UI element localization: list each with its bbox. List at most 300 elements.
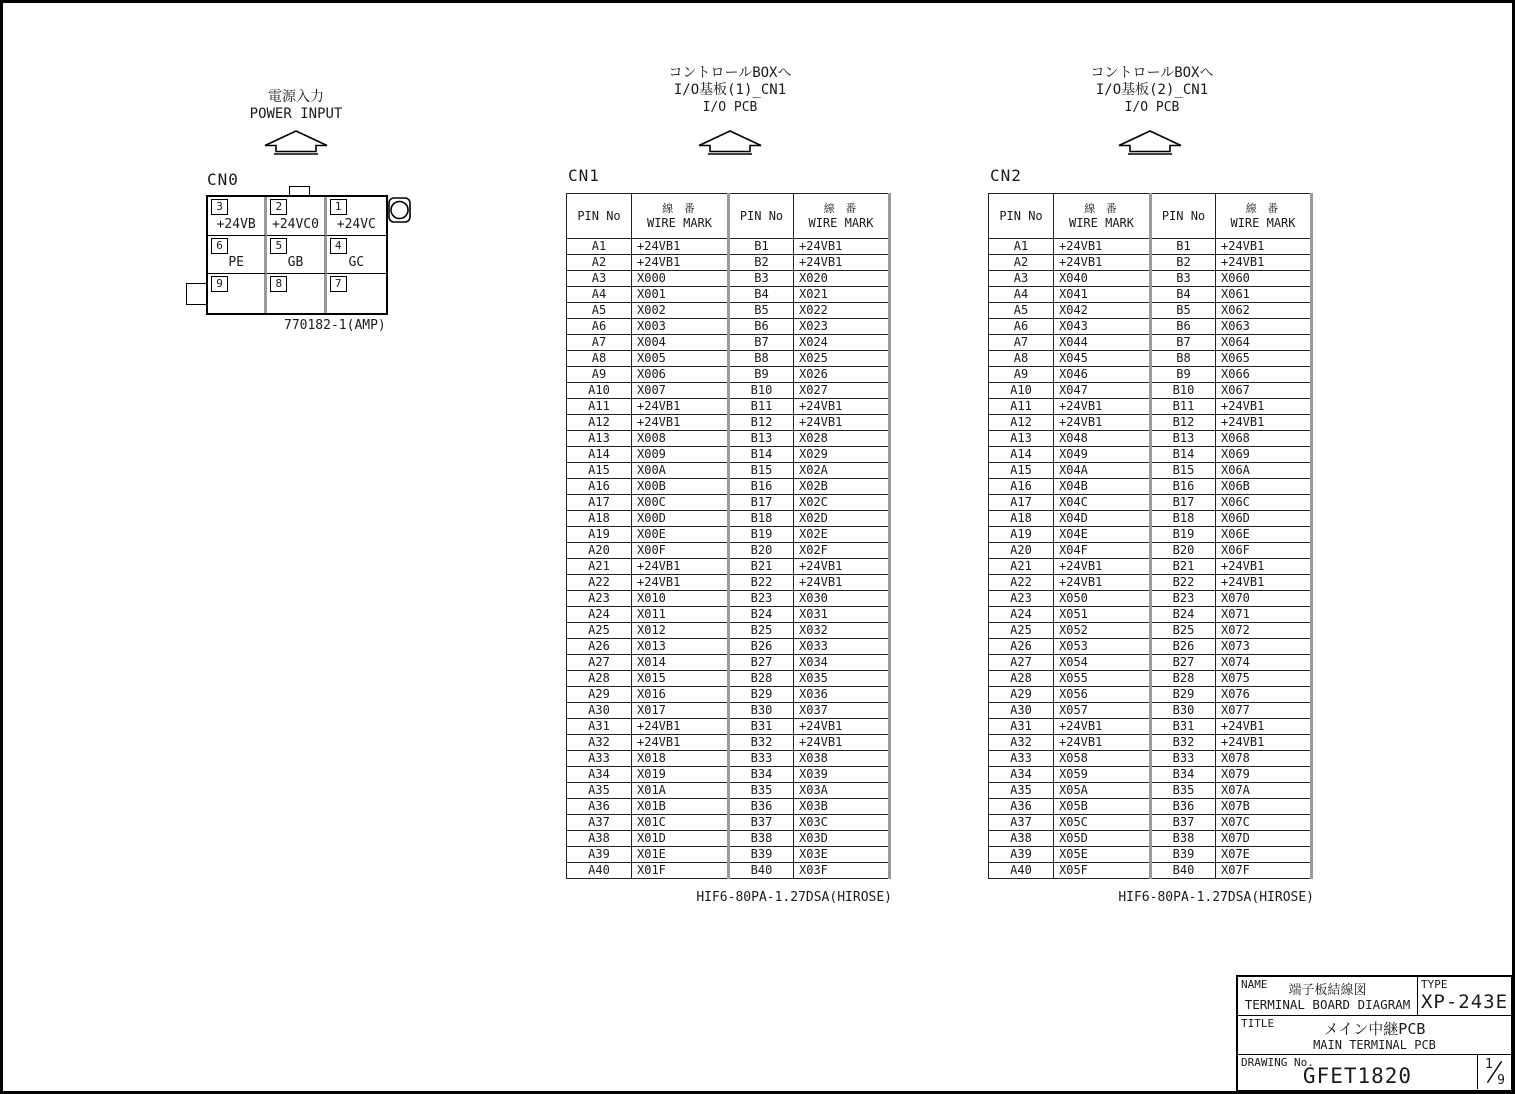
wire-mark-cell: X07E <box>1216 847 1312 863</box>
table-row <box>989 511 1312 527</box>
wire-mark-cell: X076 <box>1216 687 1312 703</box>
wire-mark-cell: X078 <box>1216 751 1312 767</box>
pin-no-cell: A24 <box>989 607 1054 623</box>
wire-mark-cell: X063 <box>1216 319 1312 335</box>
pin-no-cell: B18 <box>729 511 794 527</box>
pin-no-cell: A12 <box>989 415 1054 431</box>
pin-no-cell: B28 <box>1151 671 1216 687</box>
table-row <box>567 479 890 495</box>
wire-mark-cell: X053 <box>1054 639 1151 655</box>
title-block-title-cell <box>1238 1016 1511 1055</box>
wire-mark-cell: X052 <box>1054 623 1151 639</box>
table-row <box>989 383 1312 399</box>
wire-mark-cell: X03B <box>794 799 890 815</box>
pin-no-cell: A6 <box>567 319 632 335</box>
pin-no-cell: A37 <box>989 815 1054 831</box>
table-row <box>567 383 890 399</box>
wire-mark-cell: X066 <box>1216 367 1312 383</box>
pin-no-cell: B7 <box>729 335 794 351</box>
pin-no-cell: A1 <box>567 239 632 255</box>
pin-no-cell: B17 <box>1151 495 1216 511</box>
cn1-destination-heading <box>566 65 894 116</box>
table-row <box>989 543 1312 559</box>
pin-no-cell: A32 <box>567 735 632 751</box>
cn0-pin-cell <box>267 197 326 236</box>
pin-no-cell: A8 <box>989 351 1054 367</box>
cn0-pin-cell <box>267 274 326 313</box>
wire-mark-cell: X034 <box>794 655 890 671</box>
pin-no-cell: A31 <box>989 719 1054 735</box>
wire-mark-cell: X070 <box>1216 591 1312 607</box>
pin-no-cell: B23 <box>729 591 794 607</box>
pin-no-cell: A27 <box>989 655 1054 671</box>
page-number <box>1478 1055 1511 1089</box>
wire-mark-cell: X012 <box>632 623 729 639</box>
title-block-page-cell <box>1478 1055 1511 1089</box>
pin-number: 6 <box>211 238 228 254</box>
pin-no-cell: B11 <box>729 399 794 415</box>
wire-mark-cell: X067 <box>1216 383 1312 399</box>
power-input-heading <box>233 89 359 123</box>
wire-mark-cell: X03D <box>794 831 890 847</box>
wire-mark-cell: X02C <box>794 495 890 511</box>
wire-mark-cell: X004 <box>632 335 729 351</box>
pin-label: +24VC0 <box>272 216 319 232</box>
drawing-name-jp: 端子板結線図 <box>1288 983 1367 998</box>
pin-no-cell: B1 <box>729 239 794 255</box>
wire-mark-cell: X05F <box>1054 863 1151 879</box>
pin-no-cell: A4 <box>989 287 1054 303</box>
power-input-label-jp: 電源入力 <box>268 89 324 105</box>
wire-mark-cell: X010 <box>632 591 729 607</box>
wire-mark-cell: X00C <box>632 495 729 511</box>
pin-no-cell: B22 <box>1151 575 1216 591</box>
pin-no-cell: B29 <box>1151 687 1216 703</box>
wire-mark-cell: X00B <box>632 479 729 495</box>
table-row <box>989 591 1312 607</box>
pin-no-cell: B14 <box>1151 447 1216 463</box>
name-label: NAME <box>1241 978 1268 991</box>
wire-mark-cell: X05E <box>1054 847 1151 863</box>
wire-mark-cell: X074 <box>1216 655 1312 671</box>
table-row <box>567 527 890 543</box>
table-row <box>989 623 1312 639</box>
table-row <box>567 303 890 319</box>
wire-mark-cell: X06B <box>1216 479 1312 495</box>
pin-no-cell: B21 <box>1151 559 1216 575</box>
pin-label: GC <box>348 255 365 271</box>
wire-mark-cell: X060 <box>1216 271 1312 287</box>
pin-no-cell: B2 <box>729 255 794 271</box>
pin-no-cell: B19 <box>729 527 794 543</box>
pin-no-cell: B39 <box>1151 847 1216 863</box>
wire-mark-cell: X056 <box>1054 687 1151 703</box>
table-row <box>989 287 1312 303</box>
pin-no-cell: A13 <box>989 431 1054 447</box>
pin-no-cell: A4 <box>567 287 632 303</box>
pin-no-cell: B1 <box>1151 239 1216 255</box>
table-row <box>567 735 890 751</box>
table-row <box>989 303 1312 319</box>
pin-no-cell: A33 <box>567 751 632 767</box>
power-input-label-en: POWER INPUT <box>249 106 343 122</box>
pin-no-cell: B20 <box>729 543 794 559</box>
wire-mark-cell: +24VB1 <box>632 719 729 735</box>
table-row <box>989 255 1312 271</box>
pin-no-cell: A5 <box>989 303 1054 319</box>
pin-no-cell: A9 <box>989 367 1054 383</box>
pin-no-cell: A22 <box>989 575 1054 591</box>
wire-mark-cell: X016 <box>632 687 729 703</box>
wire-mark-cell: X047 <box>1054 383 1151 399</box>
pin-no-cell: B34 <box>1151 767 1216 783</box>
pin-no-cell: B39 <box>729 847 794 863</box>
table-row <box>989 431 1312 447</box>
wire-mark-header: 線 番 WIRE MARK <box>1216 194 1312 239</box>
pin-no-cell: B30 <box>1151 703 1216 719</box>
wire-mark-cell: X01B <box>632 799 729 815</box>
wire-mark-cell: X07D <box>1216 831 1312 847</box>
pin-no-cell: B9 <box>729 367 794 383</box>
wire-mark-cell: +24VB1 <box>632 735 729 751</box>
wire-mark-header: 線 番 WIRE MARK <box>632 194 729 239</box>
wire-mark-cell: X058 <box>1054 751 1151 767</box>
pin-no-cell: A21 <box>567 559 632 575</box>
wire-mark-cell: X021 <box>794 287 890 303</box>
table-row <box>567 623 890 639</box>
wire-mark-cell: X064 <box>1216 335 1312 351</box>
cn2-dest-line3: I/O PCB <box>1124 100 1180 115</box>
wire-mark-cell: X042 <box>1054 303 1151 319</box>
wire-mark-cell: X02D <box>794 511 890 527</box>
wire-mark-cell: X05D <box>1054 831 1151 847</box>
pin-label: PE <box>228 255 244 271</box>
pin-no-cell: A13 <box>567 431 632 447</box>
page-numerator: 1 <box>1485 1057 1493 1072</box>
table-row <box>989 703 1312 719</box>
wire-mark-cell: X036 <box>794 687 890 703</box>
wire-mark-cell: X007 <box>632 383 729 399</box>
table-row <box>567 703 890 719</box>
up-arrow-icon <box>264 130 328 156</box>
table-row <box>989 415 1312 431</box>
pin-no-cell: A19 <box>567 527 632 543</box>
wire-mark-cell: X04F <box>1054 543 1151 559</box>
table-row <box>989 527 1312 543</box>
wire-mark-cell: +24VB1 <box>1216 255 1312 271</box>
table-row <box>567 399 890 415</box>
table-row <box>989 271 1312 287</box>
table-row <box>567 783 890 799</box>
wire-mark-cell: X077 <box>1216 703 1312 719</box>
pin-no-cell: B23 <box>1151 591 1216 607</box>
pin-no-cell: A34 <box>567 767 632 783</box>
wire-mark-cell: X024 <box>794 335 890 351</box>
pin-number: 3 <box>211 199 228 215</box>
wire-mark-cell: X075 <box>1216 671 1312 687</box>
wire-mark-cell: +24VB1 <box>1054 399 1151 415</box>
wire-mark-cell: X00A <box>632 463 729 479</box>
pin-no-cell: B4 <box>729 287 794 303</box>
table-row <box>567 575 890 591</box>
table-row <box>989 495 1312 511</box>
pin-no-header: PIN No <box>1151 194 1216 239</box>
table-row <box>567 767 890 783</box>
wire-mark-cell: X02A <box>794 463 890 479</box>
pin-no-cell: B8 <box>729 351 794 367</box>
wire-mark-cell: +24VB1 <box>794 399 890 415</box>
wire-mark-cell: +24VB1 <box>1216 559 1312 575</box>
page-denominator: 9 <box>1497 1073 1505 1088</box>
pin-no-cell: A18 <box>567 511 632 527</box>
cn0-pin-cell <box>327 274 386 313</box>
wire-mark-cell: X029 <box>794 447 890 463</box>
table-row <box>567 655 890 671</box>
wire-mark-cell: X003 <box>632 319 729 335</box>
pin-no-cell: A11 <box>989 399 1054 415</box>
wire-mark-cell: X04D <box>1054 511 1151 527</box>
pin-no-cell: B6 <box>729 319 794 335</box>
wire-mark-cell: X049 <box>1054 447 1151 463</box>
type-value: XP-243E <box>1420 991 1509 1013</box>
wire-mark-header: 線 番 WIRE MARK <box>1054 194 1151 239</box>
wire-mark-cell: X008 <box>632 431 729 447</box>
pin-no-cell: B33 <box>1151 751 1216 767</box>
wire-mark-cell: X04A <box>1054 463 1151 479</box>
cn0-pin-cell <box>267 236 326 275</box>
pin-no-header: PIN No <box>729 194 794 239</box>
wire-mark-cell: X00F <box>632 543 729 559</box>
wire-mark-cell: X054 <box>1054 655 1151 671</box>
table-header <box>567 194 890 239</box>
pin-no-cell: A30 <box>567 703 632 719</box>
title-label: TITLE <box>1241 1017 1275 1030</box>
table-row <box>989 607 1312 623</box>
cn2-pin-table <box>988 193 1313 879</box>
pin-no-cell: B5 <box>1151 303 1216 319</box>
wire-mark-cell: X055 <box>1054 671 1151 687</box>
pin-no-cell: B29 <box>729 687 794 703</box>
pin-number: 9 <box>211 276 228 292</box>
pin-no-cell: B15 <box>729 463 794 479</box>
wire-mark-cell: +24VB1 <box>1054 719 1151 735</box>
pin-no-cell: A38 <box>567 831 632 847</box>
wire-mark-cell: +24VB1 <box>632 399 729 415</box>
wire-mark-cell: +24VB1 <box>794 239 890 255</box>
pin-no-cell: A17 <box>989 495 1054 511</box>
wire-mark-cell: X05C <box>1054 815 1151 831</box>
pin-no-cell: A23 <box>567 591 632 607</box>
pin-no-cell: A22 <box>567 575 632 591</box>
wire-mark-cell: X072 <box>1216 623 1312 639</box>
pin-no-cell: A32 <box>989 735 1054 751</box>
pin-no-cell: B35 <box>729 783 794 799</box>
wire-mark-cell: X020 <box>794 271 890 287</box>
cn0-pin-cell <box>327 236 386 275</box>
pin-no-cell: B17 <box>729 495 794 511</box>
pin-no-cell: B3 <box>729 271 794 287</box>
wire-mark-cell: X035 <box>794 671 890 687</box>
pin-no-cell: A23 <box>989 591 1054 607</box>
wire-mark-cell: +24VB1 <box>1216 415 1312 431</box>
cn1-label: CN1 <box>568 166 600 185</box>
pin-no-cell: B28 <box>729 671 794 687</box>
cn0-part-number: 770182-1(AMP) <box>284 318 386 333</box>
wire-mark-cell: X03E <box>794 847 890 863</box>
pin-no-cell: A18 <box>989 511 1054 527</box>
wire-mark-cell: +24VB1 <box>794 575 890 591</box>
pin-no-cell: A35 <box>567 783 632 799</box>
table-row <box>989 799 1312 815</box>
table-row <box>989 655 1312 671</box>
pin-no-cell: B26 <box>1151 639 1216 655</box>
wire-mark-cell: X002 <box>632 303 729 319</box>
table-row <box>989 479 1312 495</box>
wire-mark-cell: X07A <box>1216 783 1312 799</box>
wire-mark-cell: X050 <box>1054 591 1151 607</box>
pin-no-cell: B34 <box>729 767 794 783</box>
wire-mark-cell: X031 <box>794 607 890 623</box>
pin-no-cell: B32 <box>1151 735 1216 751</box>
pin-no-cell: B37 <box>1151 815 1216 831</box>
pin-no-cell: B33 <box>729 751 794 767</box>
table-row <box>567 863 890 879</box>
wire-mark-cell: +24VB1 <box>1054 559 1151 575</box>
drawing-title-en: MAIN TERMINAL PCB <box>1313 1038 1436 1052</box>
pin-no-cell: A26 <box>567 639 632 655</box>
table-row <box>989 863 1312 879</box>
pin-no-cell: B3 <box>1151 271 1216 287</box>
drawing-name-en: TERMINAL BOARD DIAGRAM <box>1244 997 1411 1012</box>
wire-mark-cell: +24VB1 <box>1216 575 1312 591</box>
pin-no-cell: B24 <box>729 607 794 623</box>
pin-no-cell: B24 <box>1151 607 1216 623</box>
pin-no-cell: B30 <box>729 703 794 719</box>
wire-mark-cell: +24VB1 <box>1054 255 1151 271</box>
wire-mark-cell: X073 <box>1216 639 1312 655</box>
wire-mark-cell: X06C <box>1216 495 1312 511</box>
cn2-connector-part: HIF6-80PA-1.27DSA(HIROSE) <box>1118 890 1314 905</box>
pin-number: 1 <box>330 199 347 215</box>
table-row <box>567 751 890 767</box>
wire-mark-cell: X02F <box>794 543 890 559</box>
table-row <box>567 463 890 479</box>
title-block-type-cell <box>1418 977 1511 1015</box>
wire-mark-cell: +24VB1 <box>794 719 890 735</box>
wire-mark-cell: +24VB1 <box>1054 575 1151 591</box>
table-row <box>989 575 1312 591</box>
pin-no-cell: A5 <box>567 303 632 319</box>
wire-mark-cell: X065 <box>1216 351 1312 367</box>
pin-no-cell: A3 <box>567 271 632 287</box>
table-row <box>567 671 890 687</box>
wire-mark-cell: X07C <box>1216 815 1312 831</box>
cn2-dest-line1: コントロールBOXへ <box>1090 65 1214 81</box>
pin-no-cell: A20 <box>989 543 1054 559</box>
table-row <box>989 367 1312 383</box>
wire-mark-cell: X079 <box>1216 767 1312 783</box>
pin-label: GB <box>287 255 304 271</box>
wire-mark-cell: X009 <box>632 447 729 463</box>
pin-no-cell: A17 <box>567 495 632 511</box>
wire-mark-cell: X06D <box>1216 511 1312 527</box>
pin-no-cell: A25 <box>567 623 632 639</box>
pin-no-cell: A26 <box>989 639 1054 655</box>
pin-no-cell: B31 <box>1151 719 1216 735</box>
pin-no-cell: A2 <box>567 255 632 271</box>
pin-no-cell: A20 <box>567 543 632 559</box>
wire-mark-cell: X039 <box>794 767 890 783</box>
pin-no-cell: A30 <box>989 703 1054 719</box>
wire-mark-cell: +24VB1 <box>794 415 890 431</box>
wire-mark-cell: X06F <box>1216 543 1312 559</box>
wire-mark-cell: X045 <box>1054 351 1151 367</box>
table-row <box>989 735 1312 751</box>
pin-no-cell: A39 <box>989 847 1054 863</box>
pin-no-cell: B27 <box>1151 655 1216 671</box>
pin-no-cell: A11 <box>567 399 632 415</box>
table-row <box>989 687 1312 703</box>
pin-no-cell: B35 <box>1151 783 1216 799</box>
cn0-side-tab <box>186 283 208 305</box>
wire-mark-cell: X06E <box>1216 527 1312 543</box>
pin-no-cell: B25 <box>1151 623 1216 639</box>
pin-no-cell: A3 <box>989 271 1054 287</box>
wire-mark-cell: +24VB1 <box>1216 735 1312 751</box>
table-row <box>567 815 890 831</box>
wire-mark-header: 線 番 WIRE MARK <box>794 194 890 239</box>
wire-mark-cell: +24VB1 <box>794 255 890 271</box>
table-row <box>989 335 1312 351</box>
pin-no-cell: A21 <box>989 559 1054 575</box>
pin-no-cell: B13 <box>729 431 794 447</box>
table-row <box>567 367 890 383</box>
table-row <box>989 639 1312 655</box>
wire-mark-cell: X017 <box>632 703 729 719</box>
wire-mark-cell: X044 <box>1054 335 1151 351</box>
table-row <box>989 671 1312 687</box>
title-block <box>1236 975 1513 1092</box>
pin-no-cell: B9 <box>1151 367 1216 383</box>
pin-no-cell: B36 <box>729 799 794 815</box>
pin-no-cell: A14 <box>567 447 632 463</box>
wire-mark-cell: X030 <box>794 591 890 607</box>
table-row <box>989 319 1312 335</box>
pin-label: +24VB <box>216 216 256 232</box>
pin-number: 7 <box>330 276 347 292</box>
wire-mark-cell: X041 <box>1054 287 1151 303</box>
wire-mark-cell: X046 <box>1054 367 1151 383</box>
wire-mark-cell: X02B <box>794 479 890 495</box>
cn0-pin-cell <box>208 274 267 313</box>
cn1-dest-line2: I/O基板(1)_CN1 <box>673 82 787 98</box>
type-label: TYPE <box>1421 978 1448 991</box>
pin-no-cell: A28 <box>989 671 1054 687</box>
pin-no-cell: A7 <box>567 335 632 351</box>
wire-mark-cell: X005 <box>632 351 729 367</box>
cn2-dest-line2: I/O基板(2)_CN1 <box>1095 82 1209 98</box>
pin-no-cell: A33 <box>989 751 1054 767</box>
pin-no-cell: A16 <box>989 479 1054 495</box>
wire-mark-cell: X019 <box>632 767 729 783</box>
wire-mark-cell: X057 <box>1054 703 1151 719</box>
pin-no-cell: B40 <box>729 863 794 879</box>
title-block-drawing-cell <box>1238 1055 1478 1089</box>
table-row <box>567 799 890 815</box>
pin-no-cell: A15 <box>567 463 632 479</box>
wire-mark-cell: X07F <box>1216 863 1312 879</box>
wire-mark-cell: +24VB1 <box>1054 415 1151 431</box>
